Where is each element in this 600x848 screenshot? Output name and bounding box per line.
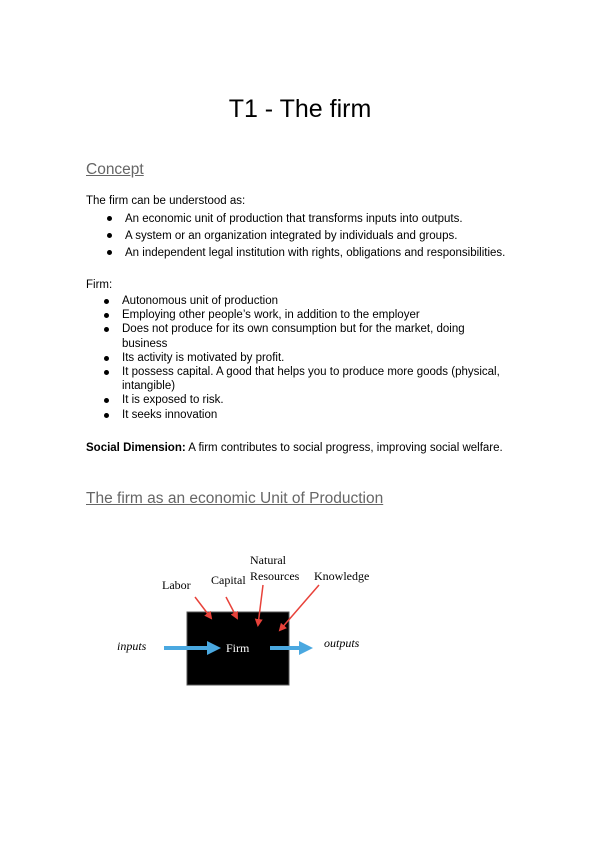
social-dimension-label: Social Dimension:	[86, 442, 186, 454]
list-item: Autonomous unit of production	[104, 294, 504, 308]
list-item: It is exposed to risk.	[104, 393, 504, 407]
list-item: Its activity is motivated by profit.	[104, 351, 504, 365]
natural-label: Natural	[250, 553, 286, 567]
firm-label: Firm:	[86, 279, 113, 291]
social-dimension	[86, 440, 506, 457]
outputs-label: outputs	[324, 636, 360, 650]
concept-heading: Concept	[86, 161, 144, 178]
concept-intro: The firm can be understood as:	[86, 195, 246, 207]
list-item: An economic unit of production that transforms inputs into outputs.	[107, 211, 507, 228]
list-item: It possess capital. A good that helps you to produce more goods (physical, intangible)	[104, 365, 504, 393]
firm-diagram	[100, 545, 400, 690]
section-heading: The firm as an economic Unit of Production	[86, 490, 384, 507]
inputs-label: inputs	[117, 639, 147, 653]
labor-label: Labor	[162, 578, 191, 592]
knowledge-label: Knowledge	[314, 569, 370, 583]
resources-label: Resources	[250, 569, 300, 583]
list-item: Does not produce for its own consumption but for the market, doing business	[104, 322, 504, 350]
concept-list	[107, 211, 507, 262]
page-title: T1 - The firm	[228, 95, 372, 123]
list-item: Employing other people’s work, in addition to the employer	[104, 308, 504, 322]
list-item: A system or an organization integrated by individuals and groups.	[107, 228, 507, 245]
firm-label: Firm	[226, 641, 250, 655]
social-dimension-text: A firm contributes to social progress, improving social welfare.	[185, 442, 503, 454]
knowledge-arrow	[280, 585, 319, 630]
list-item: An independent legal institution with rights, obligations and responsibilities.	[107, 245, 507, 262]
firm-list	[104, 294, 504, 422]
capital-label: Capital	[211, 573, 246, 587]
list-item: It seeks innovation	[104, 408, 504, 422]
